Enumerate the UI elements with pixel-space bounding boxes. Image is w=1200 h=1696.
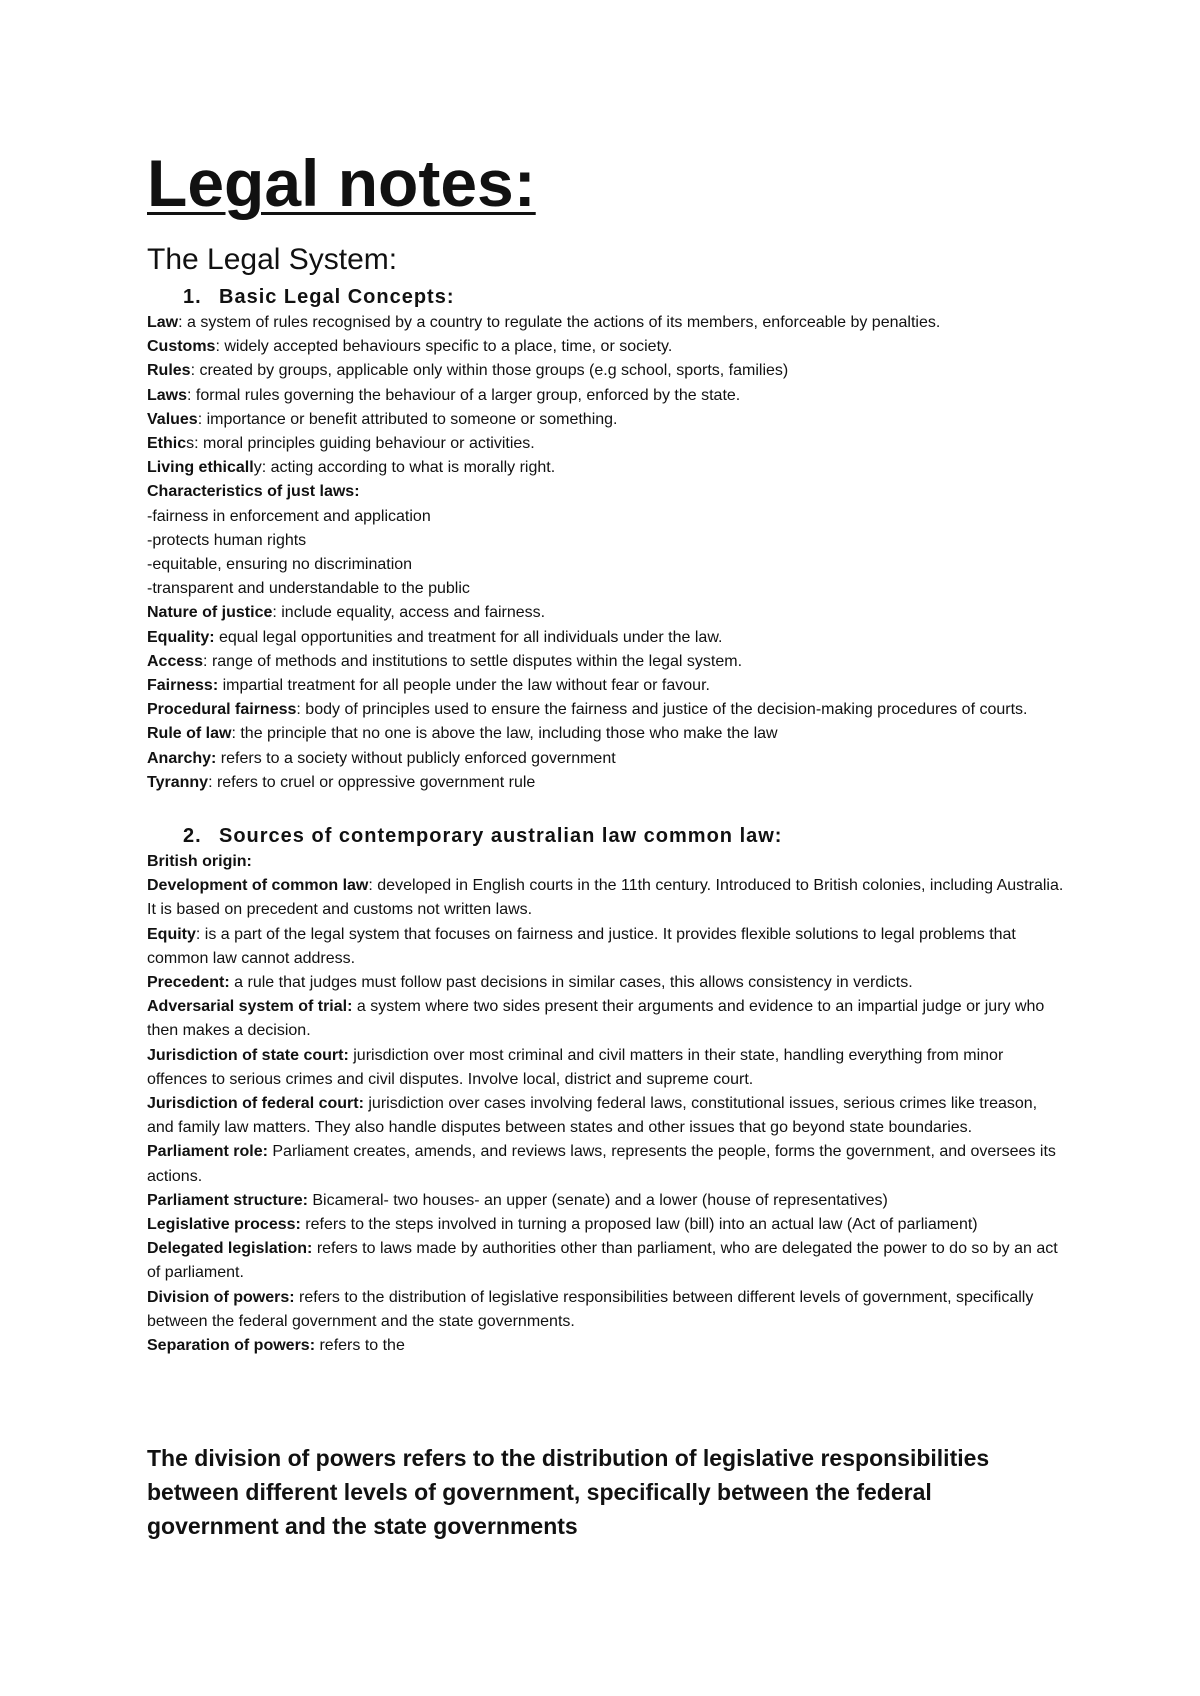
- entry-definition: : refers to cruel or oppressive government rule: [208, 773, 536, 791]
- entry-term: Fairness:: [147, 677, 219, 695]
- entry-definition: impartial treatment for all people under the law without fear or favour.: [218, 677, 710, 695]
- entry-definition: : include equality, access and fairness.: [272, 604, 546, 622]
- entry-definition: : a system of rules recognised by a country to regulate the actions of its members, enforceable by penalties.: [178, 314, 941, 331]
- note-entry: [147, 432, 1067, 456]
- note-entry: [147, 311, 1067, 335]
- note-entry: [147, 456, 1067, 480]
- note-entry: [147, 408, 1067, 432]
- entry-term: Legislative process:: [147, 1216, 301, 1234]
- note-entry: [147, 1334, 1067, 1358]
- part1-heading-text: Basic Legal Concepts:: [219, 286, 455, 308]
- entry-definition: -protects human rights: [147, 531, 307, 549]
- entry-term: Jurisdiction of state court:: [147, 1046, 349, 1064]
- entry-definition: a rule that judges must follow past decisions in similar cases, this allows consistency in verdicts.: [229, 974, 913, 992]
- entry-definition: s: moral principles guiding behaviour or activities.: [186, 435, 535, 453]
- note-entry: [147, 1213, 1067, 1237]
- entry-definition: refers to the distribution of legislative responsibilities between different levels of government, specifically between the federal government and the state governments.: [147, 1288, 1034, 1330]
- note-entry: [147, 995, 1067, 1043]
- note-entry: [147, 601, 1067, 625]
- note-entry: [147, 850, 1067, 874]
- entry-term: Access: [147, 652, 204, 670]
- entry-term: Values: [147, 410, 198, 428]
- entry-term: Anarchy:: [147, 749, 217, 767]
- note-entry: [147, 1092, 1067, 1140]
- entry-term: Procedural fairness: [147, 701, 297, 719]
- entry-definition: equal legal opportunities and treatment for all individuals under the law.: [214, 628, 723, 646]
- note-entry: [147, 650, 1067, 674]
- entry-definition: Parliament creates, amends, and reviews laws, represents the people, forms the government, and oversees its actions.: [147, 1143, 1056, 1185]
- entry-term: Customs: [147, 338, 216, 356]
- entry-definition: : created by groups, applicable only within those groups (e.g school, sports, families): [190, 362, 789, 380]
- note-entry: [147, 1044, 1067, 1092]
- note-entry: [147, 698, 1067, 722]
- note-entry: [147, 874, 1067, 922]
- entry-term: Parliament role:: [147, 1143, 268, 1161]
- closing-paragraph: The division of powers refers to the distribution of legislative responsibilities between different levels of government, specifically between the federal government and the state governments: [147, 1445, 990, 1539]
- note-entry: [147, 335, 1067, 359]
- entry-term: Law: [147, 314, 179, 331]
- entry-definition: jurisdiction over cases involving federal laws, constitutional issues, serious crimes like treason, and family law matters. They also handle disputes between states and other issues that go beyond state boundaries.: [147, 1095, 1038, 1137]
- part2-heading-text: Sources of contemporary australian law common law:: [219, 825, 783, 847]
- entry-term: Jurisdiction of federal court:: [147, 1095, 364, 1113]
- entry-term: Rule of law: [147, 725, 232, 743]
- part1-heading: [183, 287, 455, 307]
- entry-term: Separation of powers:: [147, 1337, 316, 1355]
- part2-entries: [147, 850, 1067, 1358]
- note-entry: [147, 923, 1067, 971]
- entry-definition: : developed in English courts in the 11th century. Introduced to British colonies, including Australia. It is based on precedent and customs not written laws.: [147, 877, 1064, 919]
- part2-number: 2.: [183, 825, 202, 847]
- part2-heading: [183, 826, 782, 846]
- entry-definition: -fairness in enforcement and application: [147, 507, 431, 525]
- entry-definition: jurisdiction over most criminal and civil matters in their state, handling everything from minor offences to serious crimes and civil disputes. Involve local, district and supreme court.: [147, 1046, 1004, 1088]
- part1-number: 1.: [183, 286, 202, 308]
- entry-definition: refers to a society without publicly enforced government: [216, 749, 616, 767]
- entry-term: British origin:: [147, 853, 252, 870]
- note-entry: [147, 722, 1067, 746]
- entry-term: Equity: [147, 925, 196, 943]
- entry-definition: : range of methods and institutions to settle disputes within the legal system.: [203, 652, 743, 670]
- note-entry: [147, 747, 1067, 771]
- entry-definition: refers to the: [315, 1337, 405, 1355]
- entry-term: Precedent:: [147, 974, 230, 992]
- entry-term: Equality:: [147, 628, 215, 646]
- entry-definition: : importance or benefit attributed to someone or something.: [197, 410, 618, 428]
- note-entry: [147, 971, 1067, 995]
- entry-definition: y: acting according to what is morally right.: [253, 459, 556, 477]
- entry-definition: : the principle that no one is above the law, including those who make the law: [231, 725, 778, 743]
- entry-term: Parliament structure:: [147, 1191, 308, 1209]
- note-entry: [147, 480, 1067, 504]
- entry-definition: Bicameral- two houses- an upper (senate) and a lower (house of representatives): [307, 1191, 888, 1209]
- entry-definition: : body of principles used to ensure the fairness and justice of the decision-making procedures of courts.: [296, 701, 1028, 719]
- entry-term: Delegated legislation:: [147, 1240, 313, 1258]
- entry-term: Laws: [147, 386, 188, 404]
- note-entry: [147, 384, 1067, 408]
- note-entry: [147, 626, 1067, 650]
- entry-term: Tyranny: [147, 773, 209, 791]
- note-entry: [147, 674, 1067, 698]
- note-entry: [147, 771, 1067, 795]
- entry-definition: refers to laws made by authorities other than parliament, who are delegated the power to do so by an act of parliament.: [147, 1240, 1058, 1282]
- note-entry: [147, 529, 1067, 553]
- entry-definition: -transparent and understandable to the public: [147, 580, 470, 598]
- entry-definition: : is a part of the legal system that focuses on fairness and justice. It provides flexible solutions to legal problems that common law cannot address.: [147, 925, 1016, 967]
- entry-term: Living ethicall: [147, 459, 254, 477]
- section-heading: The Legal System:: [147, 243, 398, 276]
- entry-definition: -equitable, ensuring no discrimination: [147, 556, 413, 574]
- entry-term: Adversarial system of trial:: [147, 998, 353, 1016]
- note-entry: [147, 1140, 1067, 1188]
- entry-term: Development of common law: [147, 877, 369, 895]
- note-entry: [147, 1237, 1067, 1285]
- entry-term: Division of powers:: [147, 1288, 295, 1306]
- note-entry: [147, 359, 1067, 383]
- entry-definition: a system where two sides present their arguments and evidence to an impartial judge or jury who then makes a decision.: [147, 998, 1045, 1040]
- entry-term: Nature of justice: [147, 604, 273, 622]
- entry-term: Characteristics of just laws:: [147, 483, 360, 501]
- note-entry: [147, 1189, 1067, 1213]
- entry-definition: refers to the steps involved in turning a proposed law (bill) into an actual law (Act of parliament): [300, 1216, 978, 1234]
- note-entry: [147, 505, 1067, 529]
- note-entry: [147, 577, 1067, 601]
- entry-definition: : widely accepted behaviours specific to a place, time, or society.: [215, 338, 673, 356]
- note-entry: [147, 553, 1067, 577]
- entry-term: Rules: [147, 362, 191, 380]
- note-entry: [147, 1286, 1067, 1334]
- entry-definition: : formal rules governing the behaviour of a larger group, enforced by the state.: [187, 386, 741, 404]
- part1-entries: [147, 311, 1067, 795]
- entry-term: Ethic: [147, 435, 187, 453]
- document-title: Legal notes:: [147, 146, 536, 220]
